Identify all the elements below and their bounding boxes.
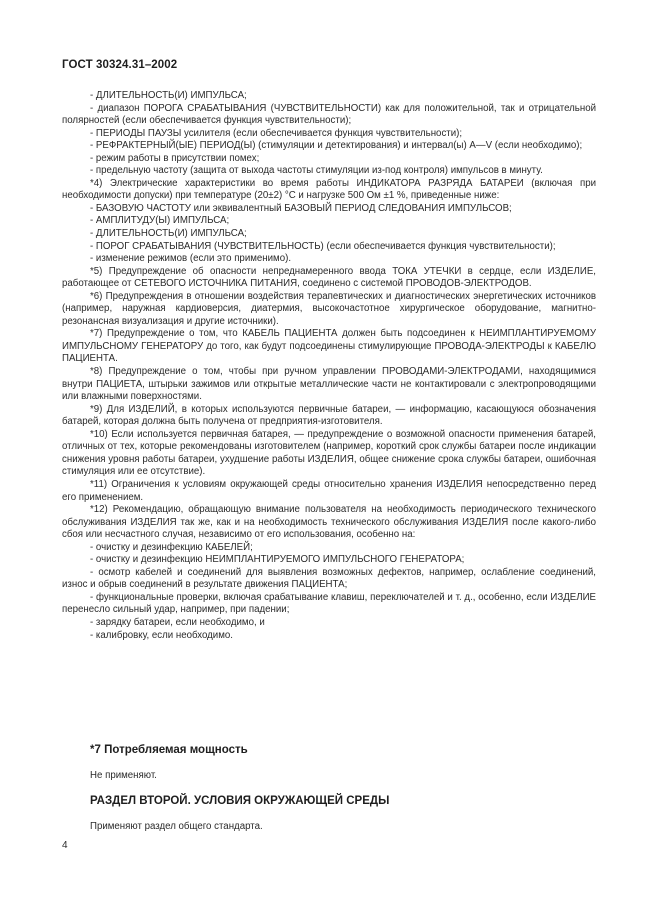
paragraph: *11) Ограничения к условиям окружающей среды относительно хранения ИЗДЕЛИЯ непосредственно перед его применением. <box>62 478 596 503</box>
paragraph: - калибровку, если необходимо. <box>90 629 233 641</box>
paragraph: - АМПЛИТУДУ(Ы) ИМПУЛЬСА; <box>90 215 230 227</box>
paragraph: *9) Для ИЗДЕЛИЙ, в которых используются первичные батареи, — информацию, касающуюся обозначения батарей, которая должна быть получена от предприятия-изготовителя. <box>62 403 596 428</box>
paragraph: - очистку и дезинфекцию НЕИМПЛАНТИРУЕМОГО ИМПУЛЬСНОГО ГЕНЕРАТОРА; <box>90 554 465 566</box>
paragraph: - предельную частоту (защита от выхода частоты стимуляции из-под контроля) импульсов в минуту. <box>90 165 543 177</box>
paragraph: - изменение режимов (если это применимо). <box>90 253 292 265</box>
paragraph: *8) Предупреждение о том, чтобы при ручном управлении ПРОВОДАМИ-ЭЛЕКТРОДАМИ, находящимися внутри ПАЦИЕТА, штырьки зажимов или открытые металлические части не контактировали с электропроводящими или влажными поверхностями. <box>62 366 596 403</box>
paragraph: - ДЛИТЕЛЬНОСТЬ(И) ИМПУЛЬСА; <box>90 228 247 240</box>
paragraph: - зарядку батареи, если необходимо, и <box>90 616 265 628</box>
paragraph: *4) Электрические характеристики во время работы ИНДИКАТОРА РАЗРЯДА БАТАРЕИ (включая при необходимости допуски) при температуре (20±2) °С и нагрузке 500 Ом ±1 %, приведенные ниже: <box>62 177 596 202</box>
paragraph: - режим работы в присутствии помех; <box>90 152 260 164</box>
paragraph: *6) Предупреждения в отношении воздействия терапевтических и диагностических энергетических источников (например, наружная кардиоверсия, диатермия, высокочастотное хирургическое оборудование, магнитно-резонансная визуализация и другие источники). <box>62 290 596 327</box>
paragraph: - ПОРОГ СРАБАТЫВАНИЯ (ЧУВСТВИТЕЛЬНОСТЬ) (если обеспечивается функция чувствительности); <box>90 240 556 252</box>
paragraph: *7) Предупреждение о том, что КАБЕЛЬ ПАЦИЕНТА должен быть подсоединен к НЕИМПЛАНТИРУЕМОМУ ИМПУЛЬСНОМУ ГЕНЕРАТОРУ до того, как будут подсоединены стимулирующие ПРОВОДА-ЭЛЕКТРОДЫ к КАБЕЛЮ ПАЦИЕНТА. <box>62 328 596 365</box>
paragraph: *12) Рекомендацию, обращающую внимание пользователя на необходимость периодического технического обслуживания ИЗДЕЛИЯ так же, как и на необходимость технического обслуживания ИЗДЕЛИЯ после какого-либо сбоя или несчастного случая, независимо от его использования, особенно на: <box>62 504 596 541</box>
page-number: 4 <box>62 840 68 851</box>
part-two-text: Применяют раздел общего стандарта. <box>90 821 263 832</box>
paragraph: - БАЗОВУЮ ЧАСТОТУ или эквивалентный БАЗОВЫЙ ПЕРИОД СЛЕДОВАНИЯ ИМПУЛЬСОВ; <box>90 202 512 214</box>
paragraph: - РЕФРАКТЕРНЫЙ(ЫЕ) ПЕРИОД(Ы) (стимуляции и детектирования) и интервал(ы) А—V (если необходимо); <box>90 140 583 152</box>
paragraph: - осмотр кабелей и соединений для выявления возможных дефектов, например, ослабление соединений, износ и обрыв соединений в результате движения ПАЦИЕНТА; <box>62 566 596 591</box>
paragraph: - очистку и дезинфекцию КАБЕЛЕЙ; <box>90 541 253 553</box>
paragraph: - ПЕРИОДЫ ПАУЗЫ усилителя (если обеспечивается функция чувствительности); <box>90 127 463 139</box>
paragraph: *5) Предупреждение об опасности непреднамеренного ввода ТОКА УТЕЧКИ в сердце, если ИЗДЕЛИЕ, работающее от СЕТЕВОГО ИСТОЧНИКА ПИТАНИЯ, соединено с системой ПРОВОДОВ-ЭЛЕКТРОДОВ. <box>62 265 596 290</box>
paragraph: - диапазон ПОРОГА СРАБАТЫВАНИЯ (ЧУВСТВИТЕЛЬНОСТИ) как для положительной, так и отрицательной полярностей (если обеспечивается функция чувствительности); <box>62 102 596 127</box>
document-body <box>62 90 596 642</box>
section-7-heading: *7 Потребляемая мощность <box>90 744 248 756</box>
section-7-text: Не применяют. <box>90 770 157 781</box>
paragraph: - ДЛИТЕЛЬНОСТЬ(И) ИМПУЛЬСА; <box>90 90 247 101</box>
paragraph: *10) Если используется первичная батарея, — предупреждение о возможной опасности применения батарей, отличных от тех, которые рекомендованы изготовителем (например, короткий срок службы батареи после индикации снижения уровня работы батареи, ухудшение работы ИЗДЕЛИЯ, общее снижение срока службы батареи, ошибочная стимуляция или ее отсутствие). <box>62 428 596 478</box>
paragraph: - функциональные проверки, включая срабатывание клавиш, переключателей и т. д., особенно, если ИЗДЕЛИЕ перенесло сильный удар, например, при падении; <box>62 591 596 616</box>
part-two-heading: РАЗДЕЛ ВТОРОЙ. УСЛОВИЯ ОКРУЖАЮЩЕЙ СРЕДЫ <box>90 795 390 807</box>
document-header: ГОСТ 30324.31–2002 <box>62 59 178 71</box>
